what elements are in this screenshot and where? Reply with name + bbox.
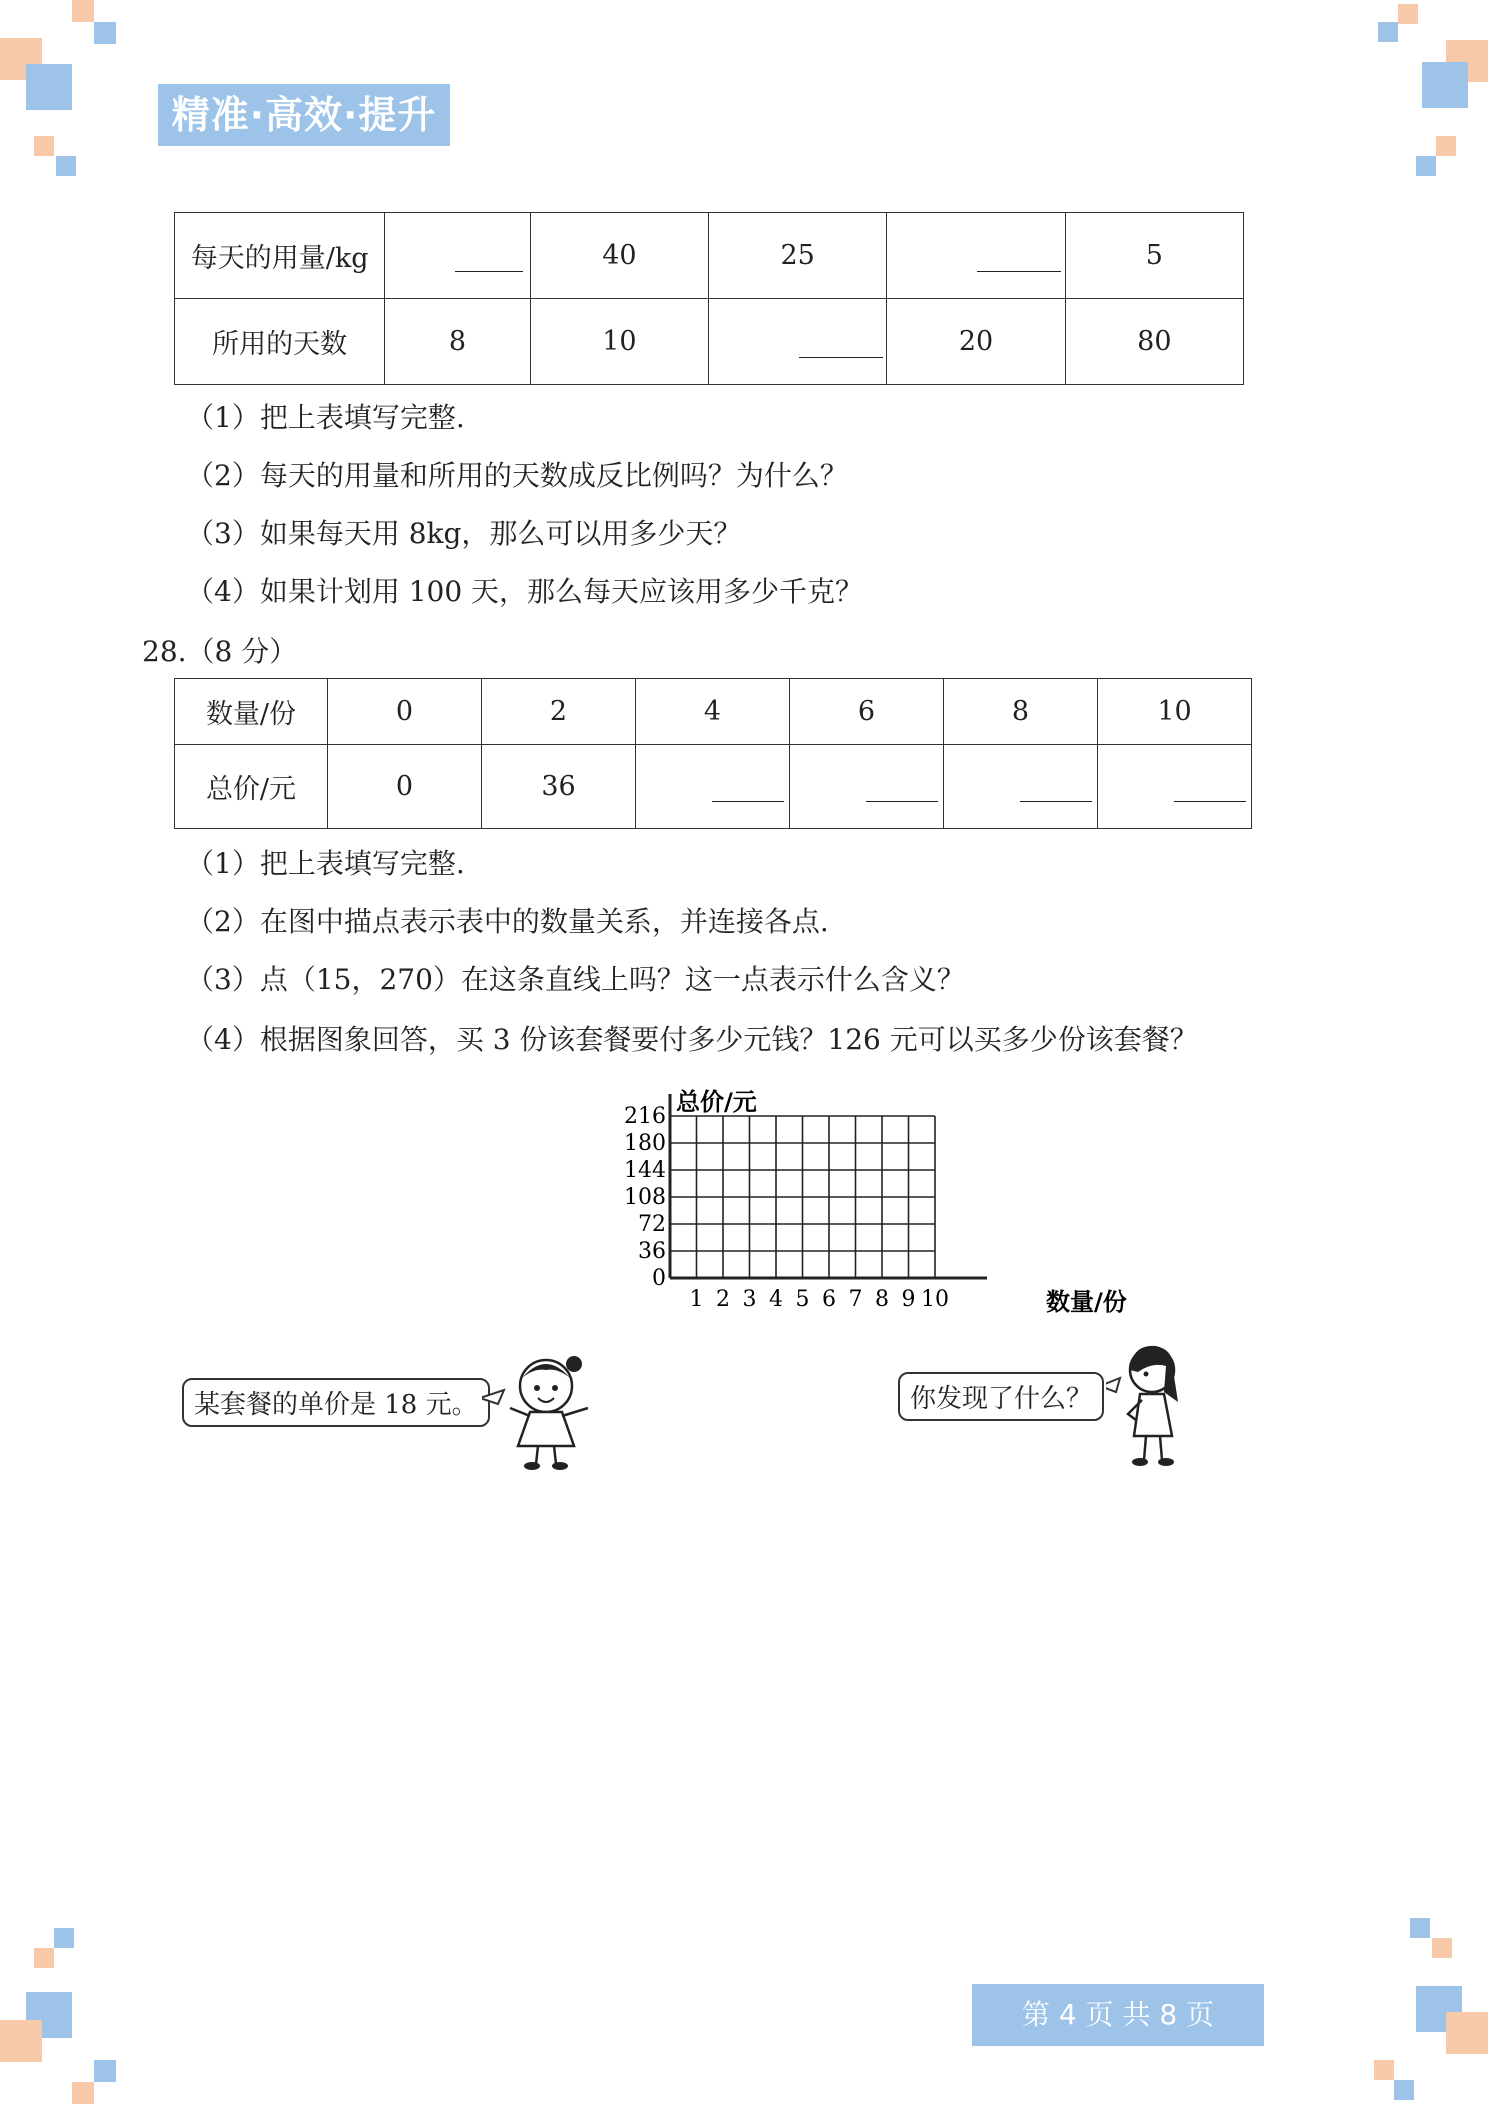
y-tick-label: 144 <box>624 1158 666 1183</box>
x-tick-label: 3 <box>742 1287 757 1312</box>
price-quantity-chart <box>614 1088 1174 1328</box>
table-cell <box>1065 213 1243 299</box>
table-cell <box>328 679 482 745</box>
answer-blank[interactable] <box>712 801 784 802</box>
cell-value: 8 <box>448 326 467 357</box>
price-table <box>174 678 1252 829</box>
y-tick-label: 108 <box>624 1185 666 1210</box>
y-tick-label: 36 <box>638 1239 666 1264</box>
table-cell <box>887 299 1065 385</box>
speech-bubble-right: 你发现了什么？ <box>898 1372 1104 1421</box>
table-cell <box>530 213 708 299</box>
table-cell <box>1065 299 1243 385</box>
row-label <box>175 299 385 385</box>
cell-value: 25 <box>780 240 815 271</box>
row-label <box>175 679 328 745</box>
table-cell <box>944 679 1098 745</box>
q28-item-3: （3）点（15，270）在这条直线上吗？这一点表示什么含义？ <box>186 963 965 996</box>
table-cell <box>887 213 1065 299</box>
speech-bubble-left: 某套餐的单价是 18 元。 <box>182 1378 490 1427</box>
x-tick-label: 10 <box>921 1287 949 1312</box>
x-tick-label: 7 <box>848 1287 863 1312</box>
table-row <box>175 299 1244 385</box>
row-label <box>175 745 328 829</box>
q28-item-1: （1）把上表填写完整. <box>186 847 465 880</box>
cell-value: 20 <box>958 326 994 357</box>
cell-value: 40 <box>602 240 637 271</box>
row-label-text: 数量/份 <box>205 699 297 730</box>
table-cell <box>1098 745 1252 829</box>
table-cell <box>530 299 708 385</box>
row-label-text: 总价/元 <box>205 774 297 805</box>
x-tick-label: 5 <box>795 1287 810 1312</box>
row-label-text: 每天的用量/kg <box>190 243 369 274</box>
y-tick-label: 72 <box>638 1212 666 1237</box>
table-cell <box>709 299 887 385</box>
x-tick-label: 8 <box>875 1287 889 1312</box>
answer-blank[interactable] <box>1174 801 1246 802</box>
cell-value: 10 <box>602 326 637 357</box>
q27-item-4: （4）如果计划用 100 天，那么每天应该用多少千克？ <box>186 575 864 608</box>
usage-table <box>174 212 1244 385</box>
table-cell <box>482 745 636 829</box>
table-cell <box>790 679 944 745</box>
answer-blank[interactable] <box>866 801 938 802</box>
cell-value: 0 <box>395 771 414 802</box>
table-row <box>175 745 1252 829</box>
x-tick-label: 2 <box>716 1287 730 1312</box>
x-tick-label: 6 <box>822 1287 836 1312</box>
cell-value: 10 <box>1157 696 1192 727</box>
y-tick-label: 216 <box>624 1104 666 1129</box>
answer-blank[interactable] <box>799 357 883 358</box>
cell-value: 2 <box>549 696 568 727</box>
q27-item-3: （3）如果每天用 8kg，那么可以用多少天？ <box>186 517 742 550</box>
y-tick-label: 180 <box>624 1131 666 1156</box>
y-tick-labels <box>624 1104 666 1291</box>
table-cell <box>1098 679 1252 745</box>
x-axis-label: 数量/份 <box>1046 1288 1127 1316</box>
answer-blank[interactable] <box>455 271 523 272</box>
table-cell <box>385 299 530 385</box>
y-tick-label: 0 <box>652 1266 666 1291</box>
cell-value: 0 <box>395 696 414 727</box>
girl-illustration-right <box>1106 1336 1196 1472</box>
page-number: 第 4 页 共 8 页 <box>972 1984 1264 2046</box>
table-cell <box>482 679 636 745</box>
cell-value: 36 <box>541 771 576 802</box>
answer-blank[interactable] <box>1020 801 1092 802</box>
x-tick-label: 4 <box>769 1287 783 1312</box>
q27-item-2: （2）每天的用量和所用的天数成反比例吗？为什么？ <box>186 459 848 492</box>
table-cell <box>709 213 887 299</box>
girl-illustration-left <box>482 1350 606 1472</box>
x-tick-label: 9 <box>901 1287 916 1312</box>
cell-value: 6 <box>857 696 876 727</box>
x-tick-label: 1 <box>689 1287 704 1312</box>
row-label <box>175 213 385 299</box>
table-cell <box>636 745 790 829</box>
row-label-text: 所用的天数 <box>212 329 348 360</box>
q27-item-1: （1）把上表填写完整. <box>186 401 465 434</box>
cell-value: 5 <box>1145 240 1163 271</box>
q28-item-4: （4）根据图象回答，买 3 份该套餐要付多少元钱？126 元可以买多少份该套餐？ <box>186 1023 1198 1056</box>
x-tick-labels <box>690 1287 950 1312</box>
table-cell <box>385 213 530 299</box>
table-cell <box>944 745 1098 829</box>
table-cell <box>790 745 944 829</box>
table-row <box>175 213 1244 299</box>
table-cell <box>636 679 790 745</box>
chart-grid <box>670 1094 987 1278</box>
table-cell <box>328 745 482 829</box>
table-row <box>175 679 1252 745</box>
q28-item-2: （2）在图中描点表示表中的数量关系，并连接各点. <box>186 905 829 938</box>
q28-title: 28.（8 分） <box>142 635 298 668</box>
y-axis-label: 总价/元 <box>676 1088 757 1116</box>
header-banner: 精准·高效·提升 <box>158 84 450 146</box>
cell-value: 8 <box>1011 696 1030 727</box>
cell-value: 4 <box>703 696 722 727</box>
answer-blank[interactable] <box>977 271 1061 272</box>
cell-value: 80 <box>1137 326 1172 357</box>
